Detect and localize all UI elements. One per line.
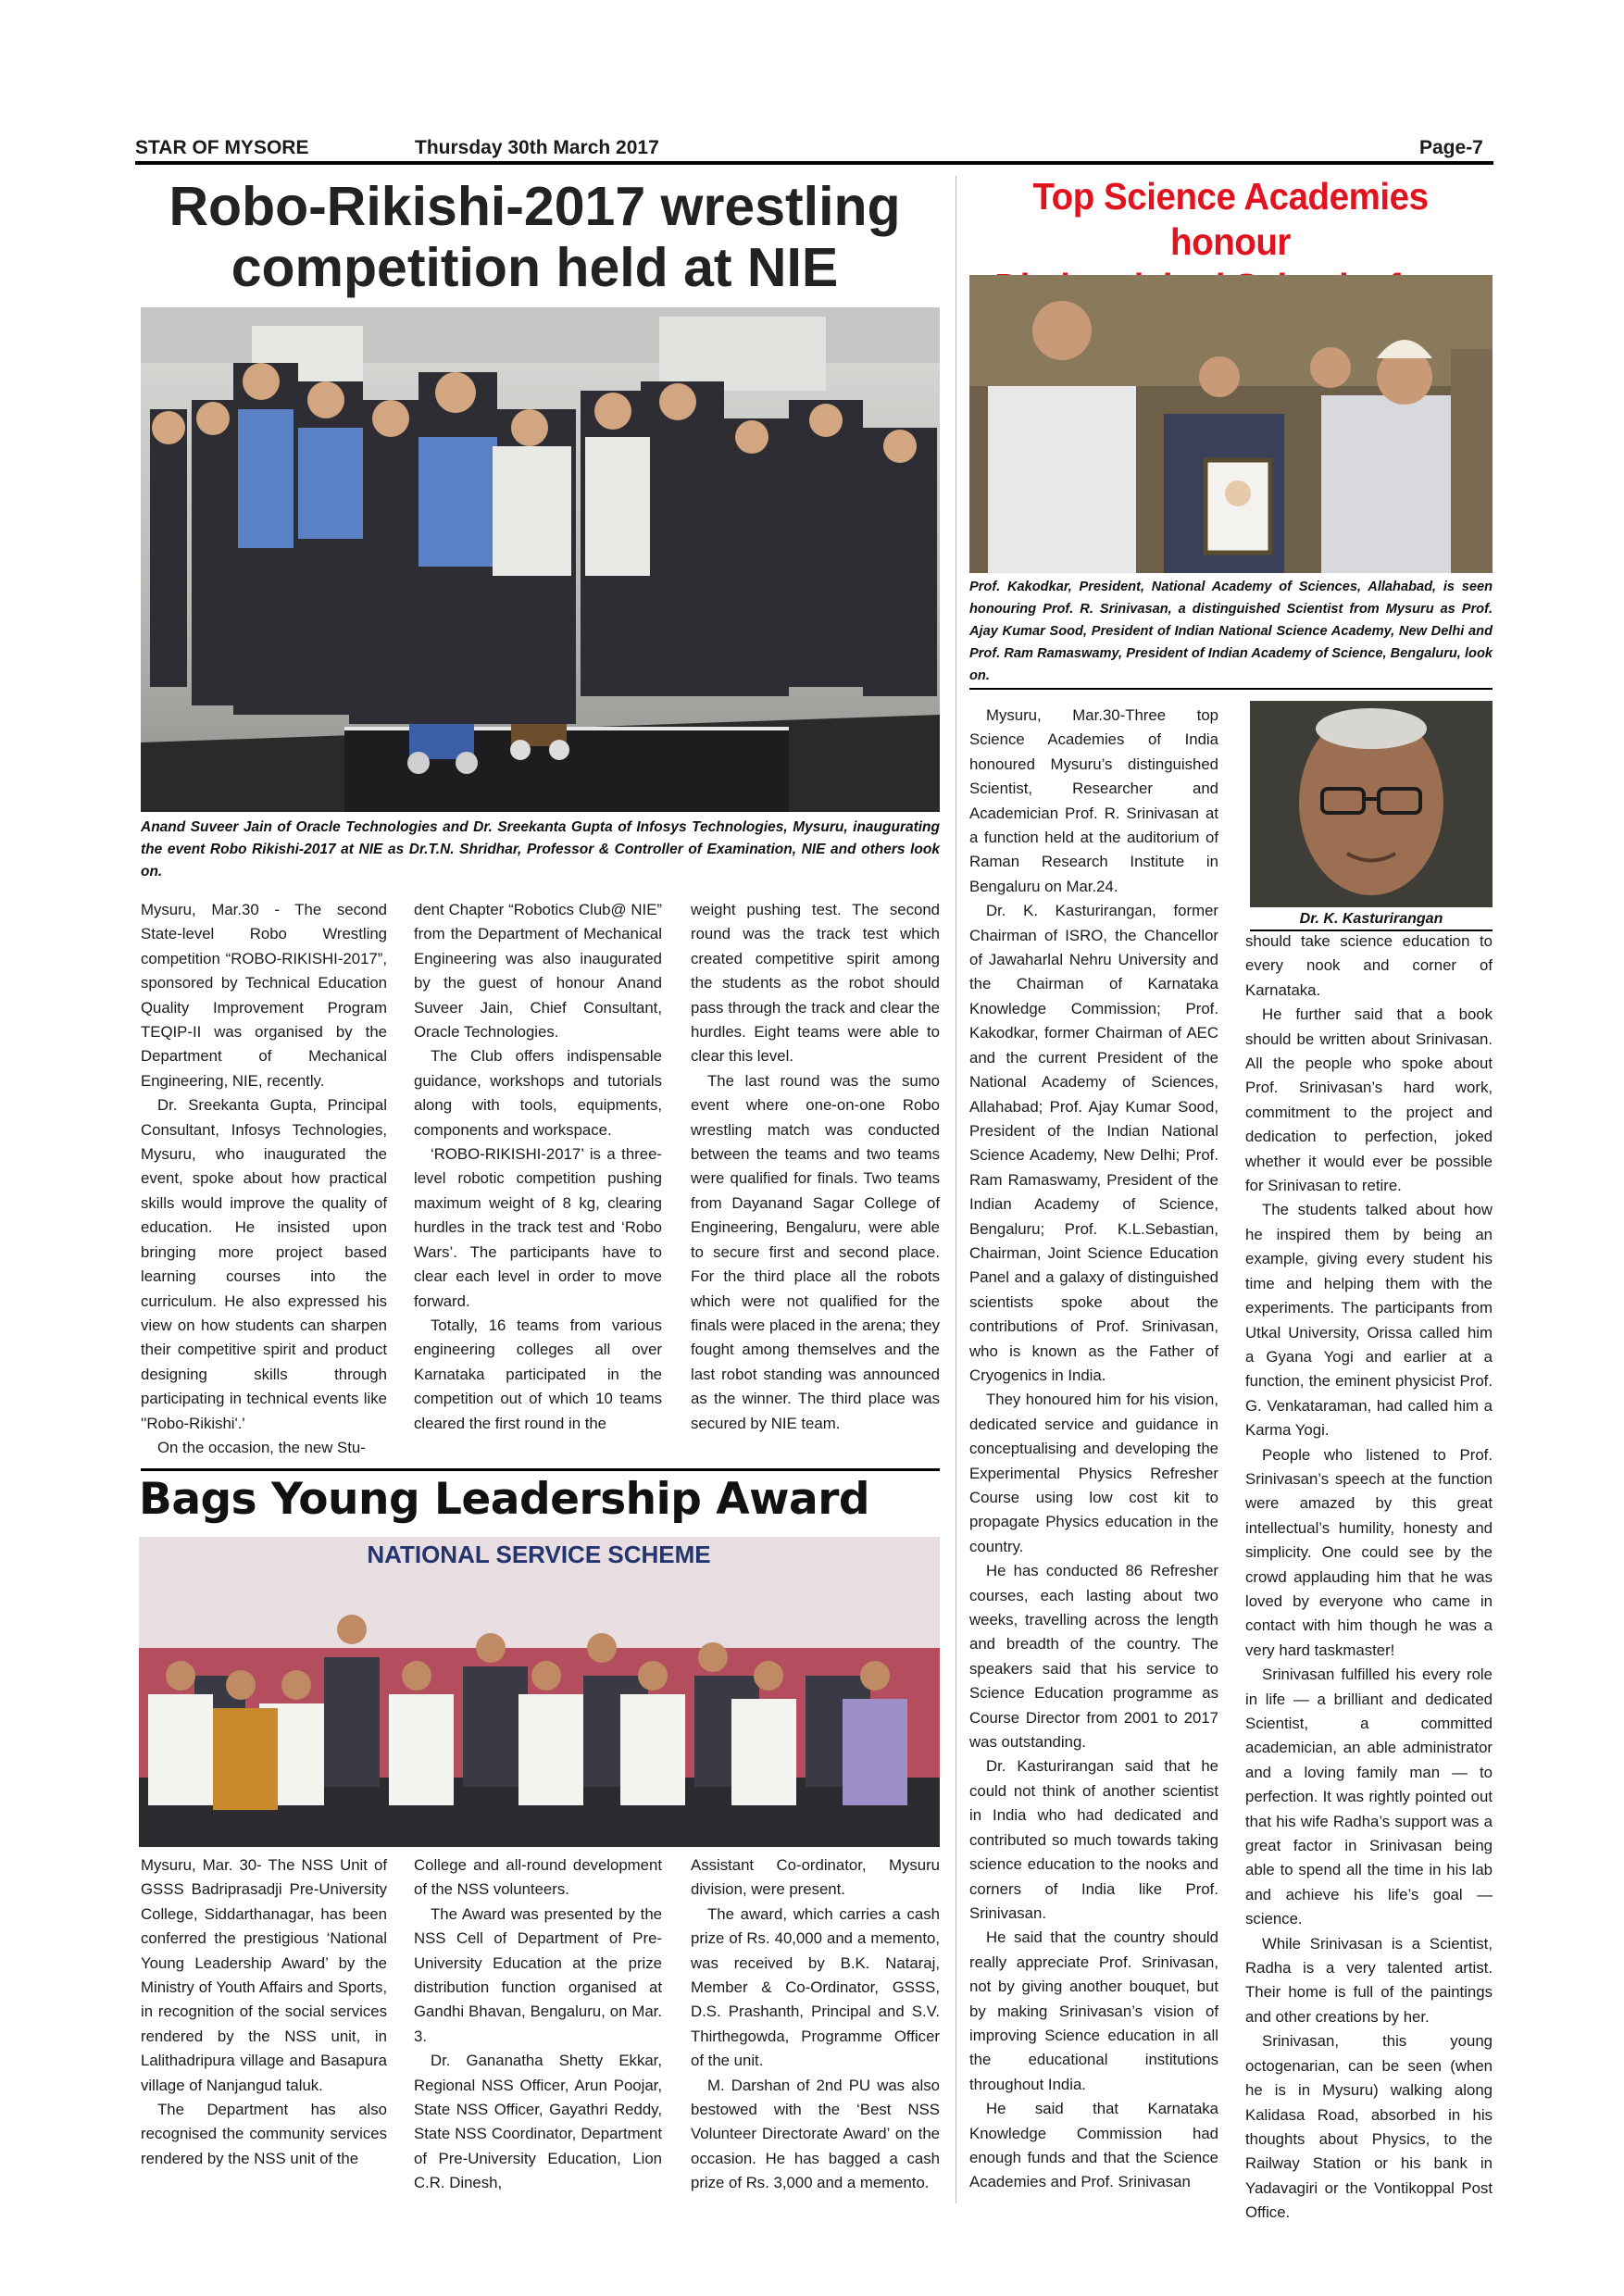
paragraph: Srinivasan fulfilled his every role in life — a brilliant and dedicated Scientist, a committed academician, an able administrator and a loving family man — to perfection. It was rightly pointed out that his wife Radha’s support was a great factor in Srinivasan being able to spend all the time in his lab and achieve his life’s goal — science. bbox=[1245, 1666, 1493, 1928]
paragraph: Mysuru, Mar.30-Three top Science Academies of India honoured Mysuru’s distinguished Scientist, Researcher and Academician Prof. R. Srinivasan at a function held at the auditorium of Raman Research Institute in Bengaluru on Mar.24. bbox=[969, 706, 1218, 895]
robo-headline-line2: competition held at NIE bbox=[231, 237, 839, 298]
paragraph: The Award was presented by the NSS Cell of Department of Pre-University Education at the prize distribution function organised at Gandhi Bhavan, Bengaluru, on Mar. 3. bbox=[414, 1904, 662, 2045]
science-photo-illustration bbox=[969, 275, 1493, 573]
robo-col-3 bbox=[691, 898, 940, 1463]
section-rule bbox=[141, 1468, 940, 1471]
paragraph: He further said that a book should be written about Srinivasan. All the people who spoke about Prof. Srinivasan’s hard work, commitment to the project and dedication to perfection, joked whether it would ever be possible for Srinivasan to retire. bbox=[1245, 1005, 1493, 1195]
paragraph: M. Darshan of 2nd PU was also bestowed with the ‘Best NSS Volunteer Directorate Award’ on the occasion. He has bagged a cash prize of Rs. 3,000 and a memento. bbox=[691, 2076, 940, 2192]
paragraph: The award, which carries a cash prize of Rs. 40,000 and a memento, was received by B.K. Nataraj, Member & Co-Ordinator, GSSS, D.S. Prashanth, Principal and S.V. Thirthegowda, Programme Officer of the unit. bbox=[691, 1904, 940, 2070]
award-photo bbox=[139, 1537, 940, 1847]
paragraph: Dr. Kasturirangan said that he could not think of another scientist in India who had dedicated and contributed so much towards taking science education to the nooks and corners of India like Prof. Srinivasan. bbox=[969, 1757, 1218, 1922]
paragraph: The last round was the sumo event where one-on-one Robo wrestling match was conducted between the teams and two teams were qualified for finals. Two teams from Dayanand Sagar College of Engineering, Bengaluru, were able to secure first and second place. For the third place all the robots which were not qualified for the finals were placed in the arena; they fought among themselves and the last robot standing was announced as the winner. The third place was secured by NIE team. bbox=[691, 1071, 940, 1432]
robo-photo bbox=[141, 307, 940, 812]
robo-headline bbox=[134, 176, 935, 298]
award-col-3 bbox=[691, 1853, 940, 2196]
kasturirangan-portrait bbox=[1250, 701, 1493, 907]
paragraph: The students talked about how he inspired them by being an example, giving every student his time and helping them with the experiments. The participants from Utkal University, Orissa called him a Gyana Yogi and earlier at a function, the eminent physicist Prof. G. Venkataraman, had called him a Karma Yogi. bbox=[1245, 1201, 1493, 1440]
science-headline-line1: Top Science Academies honour bbox=[1032, 175, 1429, 263]
paragraph: On the occasion, the new Stu- bbox=[157, 1438, 366, 1456]
award-banner-text: NATIONAL SERVICE SCHEME bbox=[367, 1541, 711, 1568]
portrait-illustration bbox=[1250, 701, 1493, 907]
paragraph: Dr. K. Kasturirangan, former Chairman of ISRO, the Chancellor of Jawaharlal Nehru University and the Chairman of Karnataka Knowledge Commission; Prof. Kakodkar, former Chairman of AEC and the current President of the National Academy of Sciences, Allahabad; Prof. Ajay Kumar Sood, President of the Indian National Science Academy, New Delhi; Prof. Ram Ramaswamy, President of the Indian Academy of Science, Bengaluru; Prof. K.L.Sebastian, Chairman, Joint Science Education Panel and a galaxy of distinguished scientists spoke about the contributions of Prof. Srinivasan, who is known as the Father of Cryogenics in India. bbox=[969, 902, 1218, 1384]
robo-photo-illustration bbox=[141, 307, 940, 812]
paragraph: Mysuru, Mar. 30- The NSS Unit of GSSS Badriprasadji Pre-University College, Siddarthanagar, has been conferred the prestigious ‘National Young Leadership Award’ by the Ministry of Youth Affairs and Sports, in recognition of the social services rendered by the NSS unit, in Lalithadripura village and Basapura village of Nanjangud taluk. bbox=[141, 1856, 387, 2094]
paragraph: He said that Karnataka Knowledge Commission had enough funds and that the Science Academies and Prof. Srinivasan bbox=[969, 2100, 1218, 2191]
science-col-2 bbox=[1245, 930, 1493, 2222]
paragraph: dent Chapter “Robotics Club@ NIE” from the Department of Mechanical Engineering was also inaugurated by the guest of honour Anand Suveer Jain, Chief Consultant, Oracle Technologies. bbox=[414, 901, 662, 1042]
award-photo-illustration bbox=[139, 1537, 940, 1847]
paragraph: People who listened to Prof. Srinivasan’s speech at the function were amazed by this great intellectual’s humility, honesty and simplicity. One could see by the crowd applauding him that he was loved by everyone who came in contact with him though he was a very hard taskmaster! bbox=[1245, 1445, 1493, 1659]
paragraph: Totally, 16 teams from various engineering colleges all over Karnataka participated in the competition out of which 10 teams cleared the first round in the bbox=[414, 1316, 662, 1432]
paragraph: College and all-round development of the NSS volunteers. bbox=[414, 1856, 662, 1899]
masthead-rule bbox=[135, 161, 1493, 165]
paragraph: Srinivasan, this young octogenarian, can be seen (when he is in Mysuru) walking along Kalidasa Road, absorbed in his thoughts about Physics, to the Railway Station or his bank in Yadavagiri or the Vontikoppal Post Office. bbox=[1245, 2032, 1493, 2222]
paragraph: Dr. Gananatha Shetty Ekkar, Regional NSS Officer, Arun Poojar, State NSS Officer, Gayathri Reddy, State NSS Coordinator, Department of Pre-University Education, Lion C.R. Dinesh, bbox=[414, 2052, 662, 2192]
paragraph: Dr. Sreekanta Gupta, Principal Consultant, Infosys Technologies, Mysuru, who inaugurated the event, spoke about how practical skills would improve the quality of education. He insisted upon bringing more project based learning courses into the curriculum. He also expressed his view on how students can sharpen their competitive spirit and product designing skills through participating in technical events like ''Robo-Rikishi'.' bbox=[141, 1096, 387, 1432]
page-number: Page-7 bbox=[1419, 137, 1483, 158]
science-caption-rule bbox=[969, 688, 1493, 690]
paragraph: The Department has also recognised the community services rendered by the NSS unit of the bbox=[141, 2101, 387, 2167]
paragraph: He said that the country should really appreciate Prof. Srinivasan, not by giving another bouquet, but by making Srinivasan’s vision of improving Science education in all the educational institutions throughout India. bbox=[969, 1928, 1218, 2093]
award-headline: Bags Young Leadership Award bbox=[139, 1474, 870, 1525]
paragraph: While Srinivasan is a Scientist, Radha is a very talented artist. Their home is full of the paintings and other creations by her. bbox=[1245, 1934, 1493, 2026]
paragraph: ‘ROBO-RIKISHI-2017’ is a three-level robotic competition pushing maximum weight of 8 kg, clearing hurdles in the track test and ‘Robo Wars’. The participants have to clear each level in order to move forward. bbox=[414, 1145, 662, 1310]
paragraph: Mysuru, Mar.30 - The second State-level Robo Wrestling competition “ROBO-RIKISHI-2017”, sponsored by Technical Education Quality Improvement Program TEQIP-II was organised by the Department of Mechanical Engineering, NIE, recently. bbox=[141, 901, 387, 1090]
paragraph: They honoured him for his vision, dedicated service and guidance in conceptualising and developing the Experimental Physics Refresher Course using low cost kit to propagate Physics education in the country. bbox=[969, 1391, 1218, 1555]
science-caption: Prof. Kakodkar, President, National Academy of Sciences, Allahabad, is seen honouring Prof. R. Srinivasan, a distinguished Scientist from Mysuru as Prof. Ajay Kumar Sood, President of Indian National Science Academy, New Delhi and Prof. Ram Ramaswamy, President of Indian Academy of Science, Bengaluru, look on. bbox=[969, 580, 1493, 683]
portrait-caption: Dr. K. Kasturirangan bbox=[1299, 911, 1443, 927]
paragraph: weight pushing test. The second round was the track test which created competitive spirit among the students as the robot should pass through the track and clear the hurdles. Eight teams were able to clear this level. bbox=[691, 901, 940, 1066]
robo-headline-line1: Robo-Rikishi-2017 wrestling bbox=[169, 176, 901, 237]
paragraph: He has conducted 86 Refresher courses, each lasting about two weeks, travelling across the length and breadth of the country. The speakers said that his service to Science Education programme as Course Director from 2001 to 2017 was outstanding. bbox=[969, 1562, 1218, 1752]
paragraph: The Club offers indispensable guidance, workshops and tutorials along with tools, equipments, components and workspace. bbox=[414, 1047, 662, 1139]
robo-caption: Anand Suveer Jain of Oracle Technologies and Dr. Sreekanta Gupta of Infosys Technologies, Mysuru, inaugurating the event Robo Rikishi-2017 at NIE as Dr.T.N. Shridhar, Professor & Controller of Examination, NIE and others look on. bbox=[141, 819, 940, 880]
robo-col-1 bbox=[141, 898, 387, 1463]
issue-date: Thursday 30th March 2017 bbox=[415, 137, 659, 158]
robo-col-2 bbox=[414, 898, 662, 1463]
science-col-1 bbox=[969, 704, 1218, 2203]
paragraph: Assistant Co-ordinator, Mysuru division, were present. bbox=[691, 1856, 940, 1899]
award-col-2 bbox=[414, 1853, 662, 2196]
paper-name: STAR OF MYSORE bbox=[135, 137, 309, 158]
paragraph: should take science education to every nook and corner of Karnataka. bbox=[1245, 932, 1493, 999]
science-photo bbox=[969, 275, 1493, 573]
award-col-1 bbox=[141, 1853, 387, 2196]
